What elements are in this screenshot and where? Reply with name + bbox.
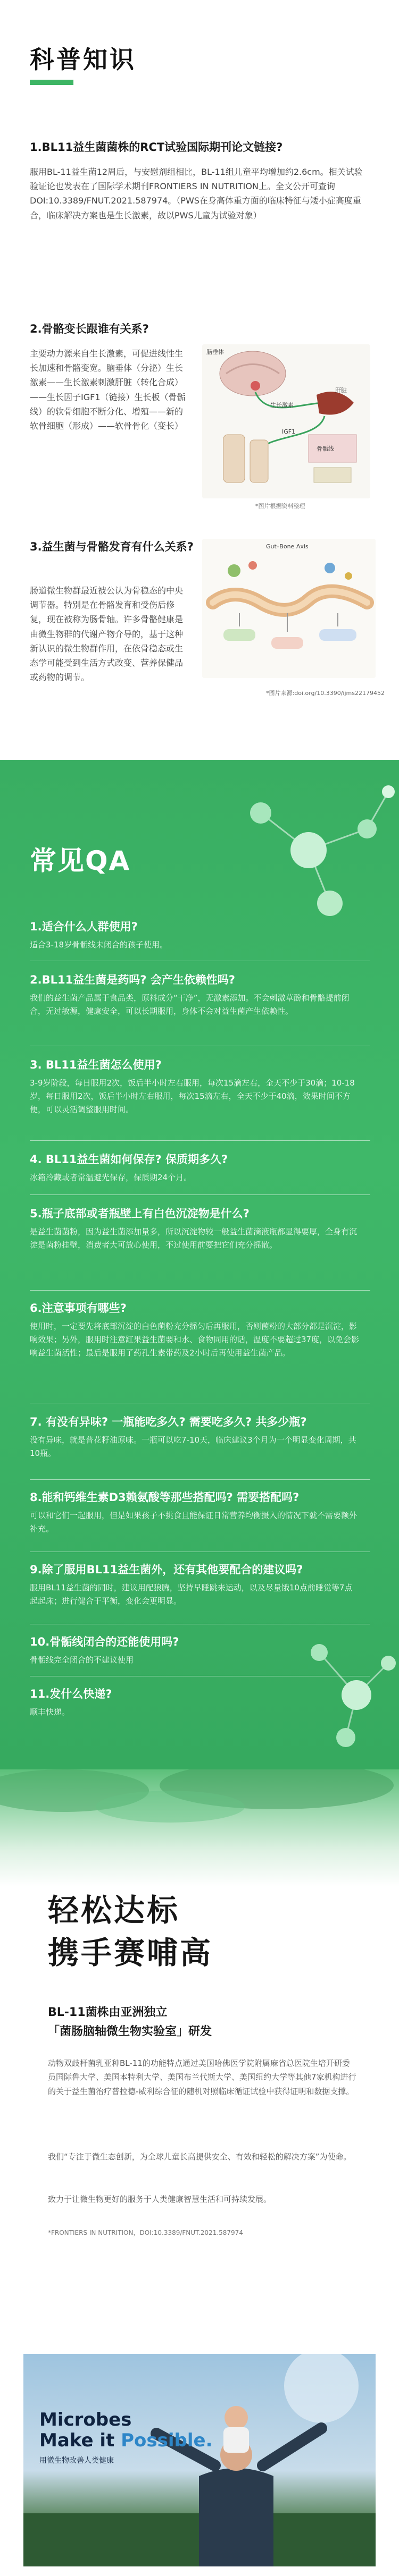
qa-question-8: 8.能和钙维生素D3赖氨酸等那些搭配吗? 需要搭配吗? <box>30 1491 300 1504</box>
brand-paragraph-3: 致力于让微生物更好的服务于人类健康智慧生活和可持续发展。 <box>48 2194 272 2204</box>
qa-question-11: 11.发什么快递? <box>30 1688 112 1700</box>
brand-section <box>0 1769 399 2576</box>
qa-answer-5: 是益生菌菌粉，因为益生菌添加量多，所以沉淀物较一般益生菌滴液瓶都显得要厚，全身有沉淀是菌粉挂壁，消费者大可放心使用，不过使用前要把它们充分摇散。 <box>30 1227 358 1250</box>
qa-question-1: 1.适合什么人群使用? <box>30 920 138 933</box>
science-answer-3: 肠道微生物群最近被公认为骨稳态的中央调节器。特别是在骨骼发育和受伤后修复，现在被称为肠骨轴。许多骨骼健康是由微生物群的代谢产物介导的，基于这种新认识的微生物群作用，在依骨稳态或生态学可能受到生活方式改变、营养保健品或药物的调节。 <box>30 586 184 683</box>
qa-question-7: 7. 有没有异味? 一瓶能吃多久? 需要吃多久? 共多少瓶? <box>30 1416 307 1428</box>
slogan-line-1: Microbes <box>39 2409 132 2430</box>
brand-title-line-1: 轻松达标 <box>48 1892 180 1928</box>
qa-question-10: 10.骨骺线闭合的还能使用吗? <box>30 1636 179 1648</box>
fig-label-pituitary: 脑垂体 <box>206 349 224 355</box>
fig-label-igf1: IGF1 <box>282 428 296 435</box>
qa-answer-7: 没有异味，就是普花籽油原味。一瓶可以吃7-10天，临床建议3个月为一个明显变化周期，共10瓶。 <box>30 1435 356 1458</box>
molecule-decoration-icon <box>229 770 399 930</box>
science-question-1: 1.BL11益生菌菌株的RCT试验国际期刊论文链接? <box>30 141 283 154</box>
fig-label-gh: 生长激素 <box>270 402 294 409</box>
slogan-possible: Possible. <box>121 2430 213 2452</box>
qa-answer-10: 骨骺线完全闭合的不建议使用 <box>30 1655 134 1665</box>
fig-title-gut-bone-axis: Gut–Bone Axis <box>266 543 309 550</box>
qa-answer-3: 3-9岁阶段，每日服用2次，饭后半小时左右服用，每次15滴左右，全天不少于30滴；10-18岁，每日服用2次，饭后半小时左右服用，每次15滴左右，全天不少于40滴，效果时间不方便，可以灵活调整服用时间。 <box>30 1078 355 1114</box>
qa-divider <box>30 1479 370 1480</box>
qa-divider <box>30 1290 370 1291</box>
qa-divider <box>30 1140 370 1141</box>
father-child-photo <box>23 2354 376 2566</box>
qa-answer-6: 使用时，一定要先将底部沉淀的白色菌粉充分摇匀后再服用，否则菌粉的大部分都是沉淀，影响效果；另外，服用时注意缸果益生菌要和水、食物同用的话，温度不要超过37度，以免会影响益生菌活性；最后是服用了药孔生素带药及2小时后再使用益生菌产品。 <box>30 1321 360 1358</box>
growth-hormone-figure <box>202 344 370 498</box>
brand-title-line-2: 携手赛哺高 <box>48 1935 213 1971</box>
growth-hormone-diagram <box>202 344 370 498</box>
qa-question-2: 2.BL11益生菌是药吗? 会产生依赖性吗? <box>30 973 235 986</box>
science-answer-2: 主要动力源来自生长激素，可促进线性生长加速和骨骼变宽。脑垂体（分泌）生长激素——生长激素刺激肝脏（转化合成）——生长因子IGF1（链接）生长板（骨骺线）的软骨细胞不断分化、增殖——新的软骨细胞（形成）——软骨骨化（变长） <box>30 349 186 431</box>
figure-3-caption: *图片来源:doi.org/10.3390/ijms22179452 <box>266 690 385 697</box>
leaf-decoration-icon <box>0 1769 399 1865</box>
qa-question-6: 6.注意事项有哪些? <box>30 1302 127 1315</box>
slogan-sub: 用微生物改善人类健康 <box>39 2456 114 2465</box>
gut-bone-axis-diagram <box>202 539 376 678</box>
qa-answer-4: 冰箱冷藏或者常温避光保存，保质期24个月。 <box>30 1173 192 1182</box>
qa-question-4: 4. BL11益生菌如何保存? 保质期多久? <box>30 1153 228 1166</box>
qa-section <box>0 760 399 1769</box>
qa-answer-9: 服用BL11益生菌的同时，建议用配狼腾，坚持早睡跳来运动，以及尽量饿10点前睡觉等7点起起床；进行健合于平衡，变化会更明显。 <box>30 1583 353 1606</box>
science-answer-1: 服用BL-11益生菌12周后，与安慰剂组相比，BL-11组儿童平均增加约2.6cm。相关试验验证论也发表在了国际学术期刊FRONTIERS IN NUTRITION上。全文公开可查询 DOI:10.3389/FNUT.2021.587974。（PWS在身高体重方面的临床特征与矮小症高度重合，临床解决方案也是生长激素，故以PWS儿童为试验对象） <box>30 167 363 221</box>
brand-slogan <box>39 2410 213 2451</box>
qa-divider <box>30 1194 370 1195</box>
qa-answer-11: 顺丰快递。 <box>30 1707 70 1717</box>
qa-answer-2: 我们的益生菌产品属于食品类，原料成分“干净”，无激素添加。不会刺激草酚和骨骼提前闭合，无过敏源，健康安全，可以长期服用，身体不会对益生菌产生依赖性。 <box>30 993 350 1016</box>
slogan-line-2 <box>39 2430 213 2451</box>
qa-answer-1: 适合3-18岁骨骺线未闭合的孩子使用。 <box>30 940 168 950</box>
qa-question-5: 5.瓶子底部或者瓶壁上有白色沉淀物是什么? <box>30 1207 250 1220</box>
gut-bone-axis-figure <box>202 539 376 678</box>
brand-paragraph-2: 我们“专注于微生态创新，为全球儿童长高提供安全、有效和轻松的解决方案”为使命。 <box>48 2152 352 2162</box>
brand-subtitle-line-2: 「菌肠脑轴微生物实验室」研发 <box>48 2025 212 2038</box>
qa-question-3: 3. BL11益生菌怎么使用? <box>30 1058 162 1071</box>
brand-paragraph-1: 动物双歧杆菌乳亚种BL-11的功能特点通过美国哈佛医学院附属麻省总医院生培开研委员国际鲁大学、美国本特利大学、美国布兰代斯大学、美国纽约大学等其他7家机构进行的关于益生菌治疗普拉德-威利综合征的随机对照临床循证试验中获得证明和数据支撑。 <box>48 2058 356 2096</box>
fig-label-liver: 肝脏 <box>335 387 347 394</box>
brand-subtitle-line-1: BL-11菌株由亚洲独立 <box>48 2006 168 2019</box>
brand-footnote: *FRONTIERS IN NUTRITION，DOI:10.3389/FNUT.2021.587974 <box>48 2229 243 2236</box>
science-title: 科普知识 <box>30 45 136 74</box>
title-underline <box>30 80 73 85</box>
slogan-make-it: Make it <box>39 2430 121 2452</box>
molecule-decoration-bottom-icon <box>298 1631 399 1748</box>
science-question-2: 2.骨骼变长跟谁有关系? <box>30 323 149 335</box>
fig-label-growth-plate: 骨骺线 <box>317 445 334 452</box>
qa-question-9: 9.除了服用BL11益生菌外，还有其他要配合的建议吗? <box>30 1563 303 1576</box>
qa-title: 常见QA <box>30 845 131 876</box>
science-question-3: 3.益生菌与骨骼发育有什么关系? <box>30 540 194 553</box>
science-section <box>0 0 399 760</box>
qa-answer-8: 可以和它们一起服用，但是如果孩子不挑食且能保证日常营养均衡摄入的情况下就不需要额外补充。 <box>30 1511 358 1533</box>
figure-2-caption: *图片根据资料整理 <box>255 503 305 510</box>
